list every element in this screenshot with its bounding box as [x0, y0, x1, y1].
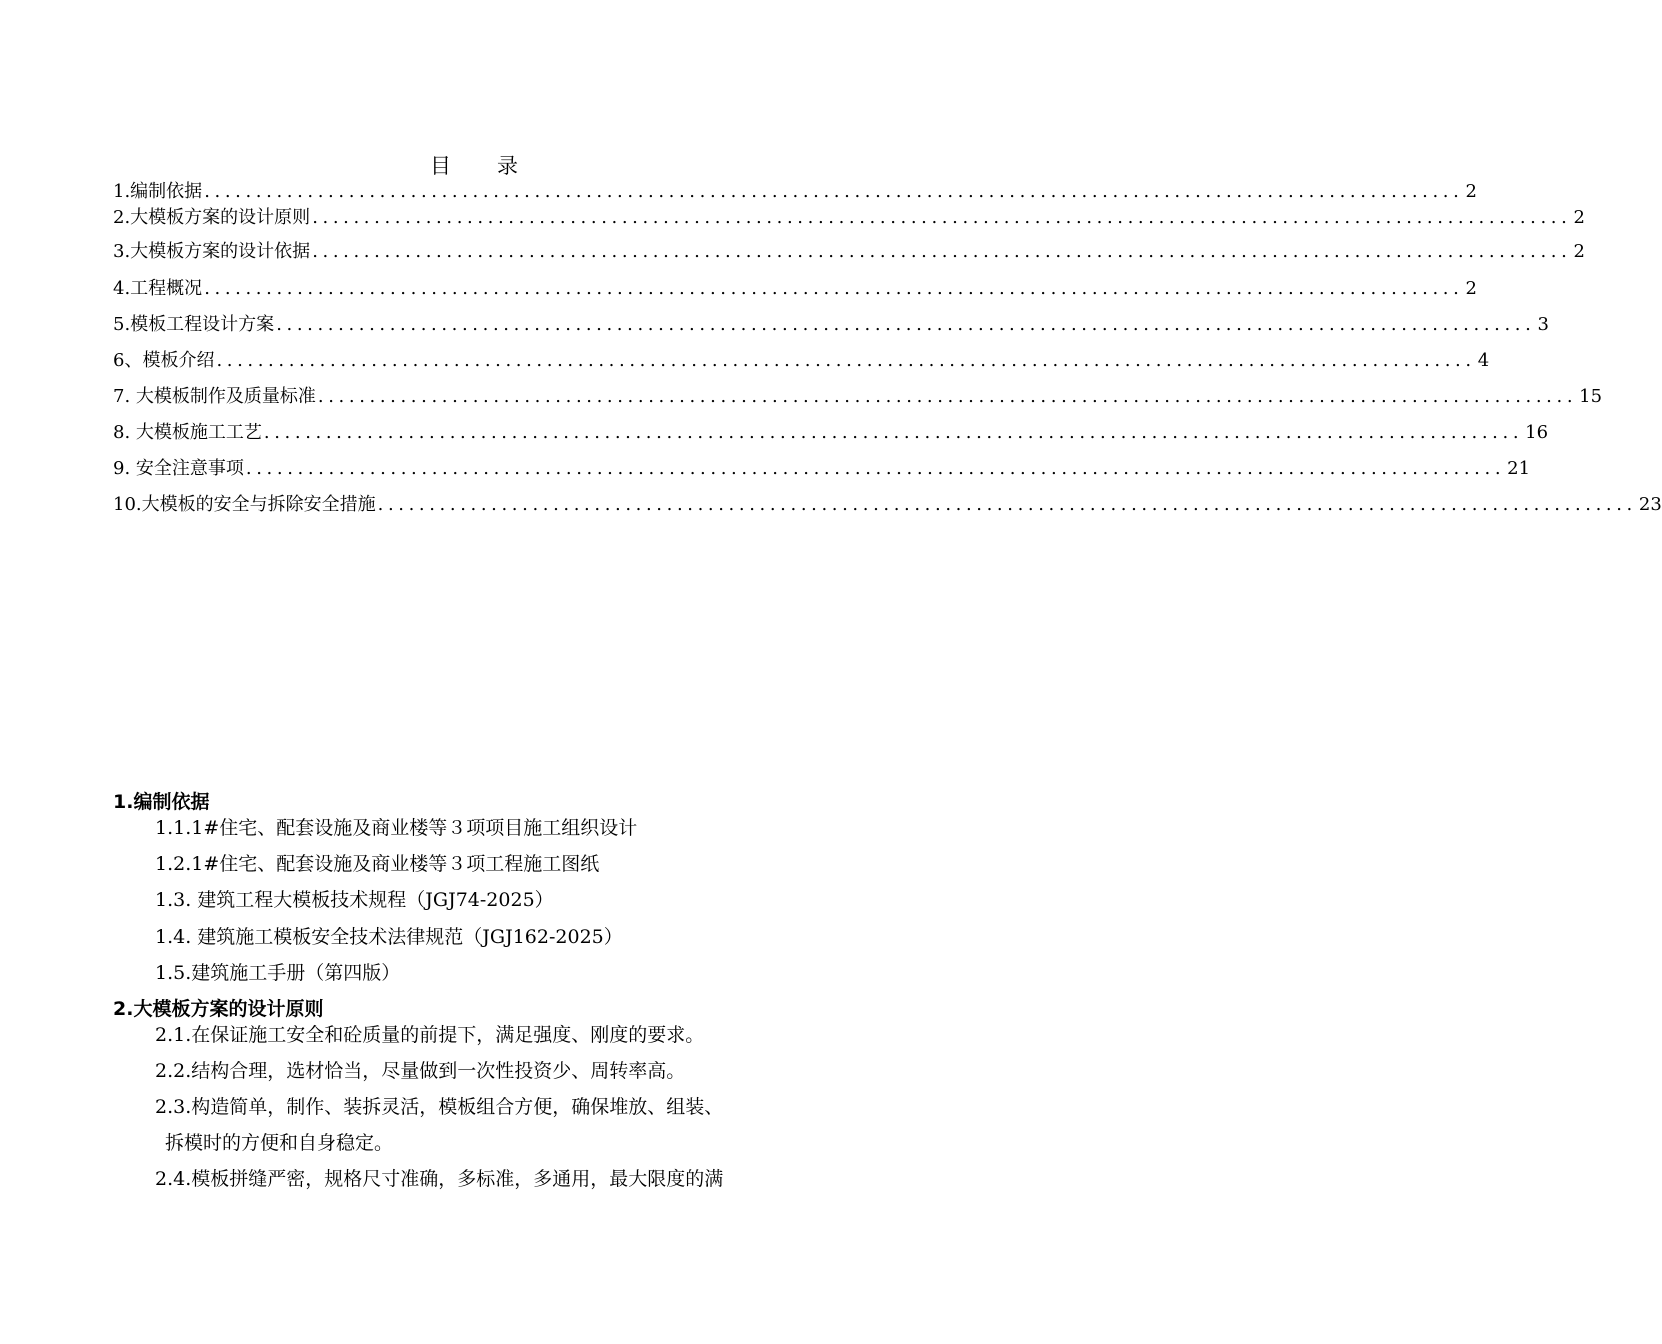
toc-title-left: 目 [430, 154, 453, 178]
toc-entry-page: 4 [1477, 350, 1490, 371]
toc-entry-page: 15 [1579, 386, 1603, 407]
toc-entry-label: 2.大模板方案的设计原则 [113, 207, 311, 228]
toc-entry-page: 3 [1537, 314, 1549, 335]
toc-entry-label: 3.大模板方案的设计依据 [113, 241, 311, 262]
toc-leader-dots: .......................................................................................................................... [377, 494, 1637, 515]
section-item-continuation: 拆模时的方便和自身稳定。 [165, 1132, 394, 1154]
toc-leader-dots: .......................................................................................................................... [263, 422, 1524, 443]
section-heading-principles: 2.大模板方案的设计原则 [113, 998, 324, 1020]
toc-entry-label: 9. 安全注意事项 [113, 458, 244, 479]
toc-entry-page: 2 [1465, 278, 1477, 299]
toc-title-right: 录 [497, 154, 520, 178]
toc-leader-dots: .......................................................................................................................... [312, 241, 1572, 262]
toc-entry-label: 4.工程概况 [113, 278, 203, 299]
toc-leader-dots: .......................................................................................................................... [204, 278, 1464, 299]
toc-entry-page: 23 [1638, 494, 1662, 515]
toc-entry-page: 2 [1573, 241, 1585, 262]
toc-entry-label: 6、模板介绍 [113, 350, 215, 371]
toc-entry[interactable] [113, 309, 1549, 337]
toc-entry-label: 10.大模板的安全与拆除安全措施 [113, 494, 376, 515]
toc-leader-dots: .......................................................................................................................... [216, 350, 1476, 371]
toc-entry-label: 1.编制依据 [113, 181, 203, 202]
toc-leader-dots: .......................................................................................................................... [204, 181, 1464, 202]
toc-leader-dots: .......................................................................................................................... [245, 458, 1506, 479]
section-item: 1.2.1#住宅、配套设施及商业楼等３项工程施工图纸 [155, 853, 600, 875]
toc-entry-page: 16 [1525, 422, 1549, 443]
toc-leader-dots: .......................................................................................................................... [317, 386, 1578, 407]
toc-entry[interactable] [113, 453, 1531, 481]
section-item: 1.3. 建筑工程大模板技术规程（JGJ74-2025） [155, 889, 554, 911]
toc-entry[interactable] [113, 345, 1490, 373]
section-item: 2.3.构造简单，制作、装拆灵活，模板组合方便，确保堆放、组装、 [155, 1096, 724, 1118]
toc-entry[interactable] [113, 176, 1477, 204]
toc-entry-label: 8. 大模板施工工艺 [113, 422, 262, 443]
section-item: 1.5.建筑施工手册（第四版） [155, 962, 401, 984]
toc-entry[interactable] [113, 381, 1603, 409]
toc-entry-page: 21 [1507, 458, 1531, 479]
toc-entry[interactable] [113, 202, 1585, 230]
section-item: 1.1.1#住宅、配套设施及商业楼等３项项目施工组织设计 [155, 817, 638, 839]
section-item: 1.4. 建筑施工模板安全技术法律规范（JGJ162-2025） [155, 926, 623, 948]
toc-entry[interactable] [113, 236, 1585, 264]
section-item: 2.4.模板拼缝严密，规格尺寸准确，多标准，多通用，最大限度的满 [155, 1168, 724, 1190]
toc-entry-label: 5.模板工程设计方案 [113, 314, 275, 335]
toc-entry-page: 2 [1465, 181, 1477, 202]
section-item: 2.1.在保证施工安全和砼质量的前提下，满足强度、刚度的要求。 [155, 1024, 705, 1046]
toc-entry[interactable] [113, 417, 1549, 445]
toc-entry[interactable] [113, 273, 1477, 301]
toc-leader-dots: .......................................................................................................................... [276, 314, 1536, 335]
section-heading-basis: 1.编制依据 [113, 791, 210, 813]
toc-entry-page: 2 [1573, 207, 1585, 228]
toc-entry[interactable] [113, 489, 1662, 517]
section-item: 2.2.结构合理，选材恰当，尽量做到一次性投资少、周转率高。 [155, 1060, 686, 1082]
toc-leader-dots: .......................................................................................................................... [312, 207, 1572, 228]
toc-entry-label: 7. 大模板制作及质量标准 [113, 386, 316, 407]
